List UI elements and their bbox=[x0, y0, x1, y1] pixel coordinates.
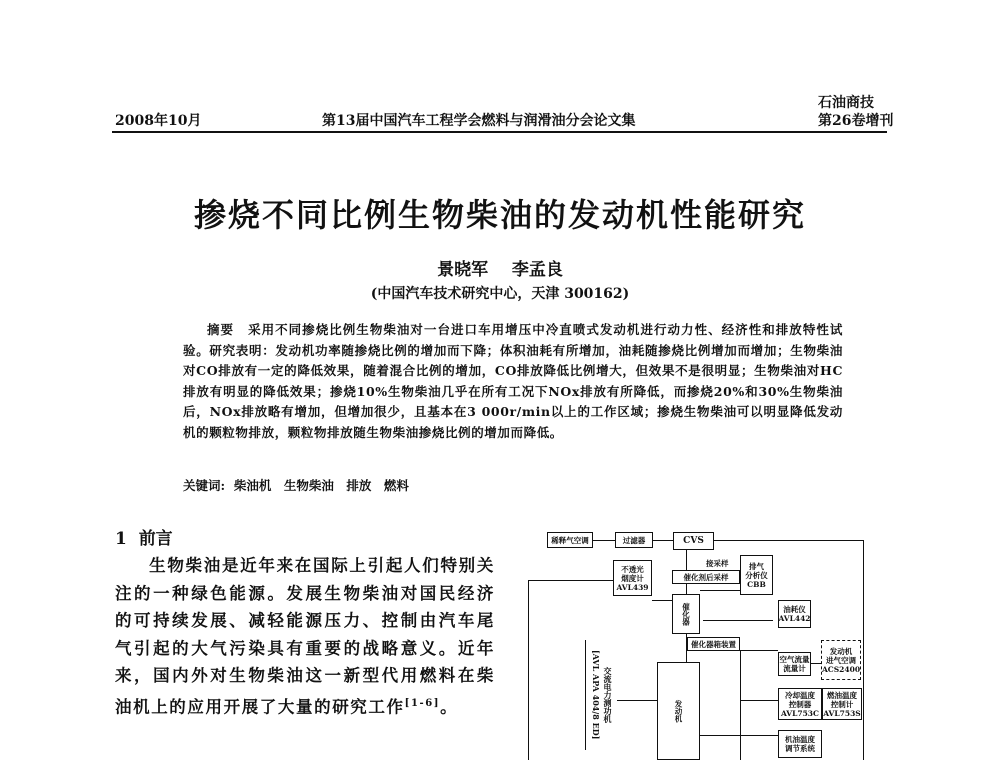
header-rule bbox=[112, 131, 887, 133]
dynamometer-model: [AVL APA 404/8 ED] bbox=[591, 650, 601, 740]
abstract-text: 采用不同掺烧比例生物柴油对一台进口车用增压中冷直喷式发动机进行动力性、经济性和排放特性试验。研究表明：发动机功率随掺烧比例的增加而下降；体积油耗有所增加，油耗随掺烧比例增加而增加；生物柴油对CO排放有一定的降低效果，随着混合比例的增加，CO排放降低比例增大，但效果不是很明显；生物柴油对HC排放有明显的降低效果；掺烧10%生物柴油几乎在所有工况下NOx排放有所降低，而掺烧20%和30%生物柴油后，NOx排放略有增加，但增加很少，且基本在3 000r/min以上的工作区域；掺烧生物柴油可以明显降低发动机的颗粒物排放，颗粒物排放随生物柴油掺烧比例的增加而降低。 bbox=[183, 322, 843, 440]
dilution-air-box: 稀释气空调 bbox=[547, 532, 593, 548]
connector-line bbox=[585, 640, 586, 750]
oil-temp-box: 机油温度 调节系统 bbox=[778, 730, 822, 758]
paper-title: 掺烧不同比例生物柴油的发动机性能研究 bbox=[193, 196, 806, 234]
keywords-label: 关键词: bbox=[183, 478, 226, 493]
probe-label: 接采样 bbox=[706, 559, 729, 568]
opacimeter-box: 不透光 烟度计 AVL439 bbox=[613, 560, 652, 596]
catalyst-housing-box: 催化器箱装置 bbox=[687, 637, 740, 651]
connector-line bbox=[863, 540, 864, 760]
connector-line bbox=[652, 600, 672, 601]
citation-ref: [1-6] bbox=[404, 697, 441, 709]
body-end: 。 bbox=[440, 697, 459, 716]
connector-line bbox=[528, 580, 529, 760]
connector-line bbox=[593, 540, 615, 541]
section-number: 1 bbox=[115, 529, 127, 549]
abstract-label: 摘要 bbox=[207, 322, 235, 337]
connector-line bbox=[528, 580, 613, 581]
body-paragraph bbox=[115, 552, 495, 721]
fuel-temp-box: 燃油温度 控制计 AVL753S bbox=[822, 688, 862, 720]
author-1: 景晓军 bbox=[437, 260, 489, 280]
connector-line bbox=[700, 735, 778, 736]
engine-intake-box: 发动机 进气空调 ACS2400 bbox=[821, 640, 861, 680]
body-text: 生物柴油是近年来在国际上引起人们特别关注的一种绿色能源。发展生物柴油对国民经济的可持续发展、减轻能源压力、控制由汽车尾气引起的大气污染具有重要的战略意义。近年来，国内外对生物柴油这一新型代用燃料在柴油机上的应用开展了大量的研究工作 bbox=[115, 556, 495, 716]
author-2: 李孟良 bbox=[511, 260, 563, 280]
abstract bbox=[183, 320, 843, 443]
engine-box: 发动机 bbox=[657, 662, 700, 760]
connector-line bbox=[703, 620, 773, 621]
authors bbox=[0, 255, 1000, 280]
air-flow-box: 空气流量 流量计 bbox=[778, 652, 811, 676]
header-date: 2008年10月 bbox=[115, 113, 202, 129]
connector-line bbox=[740, 700, 778, 701]
section-title: 前言 bbox=[138, 529, 173, 549]
keywords bbox=[183, 476, 409, 494]
dynamometer-box bbox=[587, 640, 617, 750]
connector-line bbox=[700, 590, 740, 591]
connector-line bbox=[653, 540, 673, 541]
connector-line bbox=[740, 650, 741, 760]
catalyst-box: 催化器 bbox=[672, 594, 700, 634]
cvs-box: CVS bbox=[673, 532, 714, 550]
filter-box: 过滤器 bbox=[615, 532, 653, 548]
coolant-controller-box: 冷却温度 控制器 AVL753C bbox=[778, 688, 822, 720]
connector-line bbox=[811, 663, 821, 664]
exhaust-analyzer-box: 排气 分析仪 CBB bbox=[740, 555, 773, 595]
header-volume: 第26卷增刊 bbox=[818, 113, 894, 129]
affiliation: (中国汽车技术研究中心，天津 300162) bbox=[370, 286, 630, 302]
catalyst-sampling-box: 催化剂后采样 bbox=[672, 570, 740, 584]
fuel-meter-box: 油耗仪 AVL442 bbox=[778, 600, 811, 628]
section-heading bbox=[115, 524, 173, 549]
header-conference: 第13届中国汽车工程学会燃料与润滑油分会论文集 bbox=[322, 113, 636, 129]
dynamometer-label: 交流电力测功机 bbox=[603, 667, 613, 723]
header-journal: 石油商技 bbox=[818, 95, 874, 111]
connector-line bbox=[714, 540, 864, 541]
keywords-list: 柴油机 生物柴油 排放 燃料 bbox=[233, 478, 409, 493]
connector-line bbox=[740, 650, 778, 651]
